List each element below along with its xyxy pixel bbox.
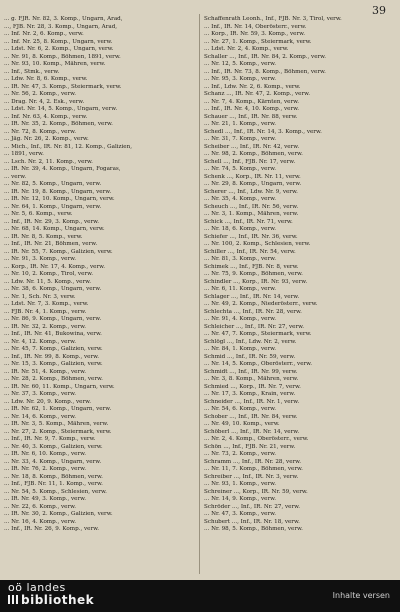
entry-line: Scherer ..., Inf., Ldw. Nr. 9, verw. xyxy=(204,188,298,195)
entry-line: ... Nr. 84, 1. Komp., verw. xyxy=(204,346,277,352)
entry-line: ... Ldst. Nr. 14, 5. Komp., Ungarn, verw. xyxy=(4,106,118,112)
entry-line: ... Nr. 93, 1. Komp., verw. xyxy=(204,481,277,487)
entry-line: ... Nr. 95, 3. Komp., verw. xyxy=(204,76,277,82)
entry-line: ... Inf., IR. Nr. 29, 3. Komp., verw. xyxy=(4,218,100,225)
entry-line: ... Nr. 100, 2. Komp., Schlesien, verw. xyxy=(204,241,311,247)
entry-line: ... Nr. 91, 4. Komp., verw. xyxy=(204,316,277,322)
entry-line: Schaffenrath Leonh., Inf., FJB. Nr. 3, Tirol, verw. xyxy=(204,16,342,22)
entry-line: ... IR. Nr. 49, 3. Komp., verw. xyxy=(4,496,87,502)
entry-line: Schreiber ..., Inf., IR. Nr. 3, verw. xyxy=(204,473,299,480)
entry-line: Schmidt ..., Inf., IR. Nr. 99, verw. xyxy=(204,368,298,375)
entry-line: ... 1891, verw. xyxy=(4,151,44,157)
entry-line: ... Nr. 68, 14. Komp., Ungarn, verw. xyxy=(4,226,105,232)
entry-line: ... Nr. 28, 2. Komp., Böhmen, verw. xyxy=(4,376,103,382)
entry-line: ... Nr. 35, 4. Komp., verw. xyxy=(204,196,277,202)
entry-line: ... Nr. 12, 5. Komp., verw. xyxy=(204,61,277,67)
entry-line: ... IR. Nr. 8, 5. Komp., verw. xyxy=(4,233,83,240)
entry-line: ... IR. Nr. 35, 2. Komp., Böhmen, verw. xyxy=(4,121,113,127)
entry-line: ... Inf., IR. Nr. 9, 7. Komp., verw. xyxy=(4,436,96,442)
entry-line: ... Inf., Ldw. Nr. 2, 6. Komp., verw. xyxy=(204,83,301,90)
entry-line: ... Nr. 11, 7. Komp., Böhmen, verw. xyxy=(204,466,303,472)
entry-line: ... Nr. 7, 4. Komp., Kärnten, verw. xyxy=(204,98,300,105)
entry-line: ... IR. Nr. 12, 10. Komp., Ungarn, verw. xyxy=(4,196,115,202)
entry-line: ... Nr. 40, 3. Komp., Galizien, verw. xyxy=(4,443,103,450)
entry-line: ... Nr. 86, 9. Komp., Ungarn, verw. xyxy=(4,316,102,322)
entry-line: ... Inf., IR. Nr. 73, 8. Komp., Böhmen, verw. xyxy=(204,68,326,75)
entry-line: ... Nr. 45, 7. Komp., Galizien, verw. xyxy=(4,346,103,352)
entry-line: ... Nr. 18, 8. Komp., Böhmen, verw. xyxy=(4,473,103,480)
entry-line: ... Nr. 33, 4. Komp., Ungarn, verw. xyxy=(4,458,102,465)
entry-line: ... Nr. 49, 10. Komp., verw. xyxy=(204,421,280,427)
entry-line: Schimek ..., Inf., FJB. Nr. 8, verw. xyxy=(204,263,299,270)
entry-line: ... Drag. Nr. 4, 2. Esk., verw. xyxy=(4,98,85,105)
entry-line: Schröder ..., Inf., IR. Nr. 27, verw. xyxy=(204,503,301,510)
entry-line: ... Nr. 56, 2. Komp., verw. xyxy=(4,91,77,97)
entry-line: ... Nr. 98, 5. Komp., Böhmen, verw. xyxy=(204,526,303,532)
entry-line: Schubert ..., Inf., IR. Nr. 18, verw. xyxy=(204,518,300,525)
entry-line: ... Jäg. Nr. 26, 2. Komp., verw. xyxy=(4,136,89,142)
entry-line: ... Inf. Nr. 25, 8. Komp., Ungarn, verw. xyxy=(4,38,113,45)
entry-line: ... Nr. 17, 3. Komp., Krain, verw. xyxy=(204,391,296,397)
entry-line: ... Nr. 93, 10. Komp., Mähren, verw. xyxy=(4,61,106,67)
entry-line: ... IR. Nr. 30, 2. Komp., Galizien, verw. xyxy=(4,511,113,517)
entry-line: ... Nr. 3, 8. Komp., Mähren, verw. xyxy=(204,376,299,382)
entry-line: ... Nr. 5, 6. Komp., verw. xyxy=(4,211,73,217)
entry-line: Schick ..., Inf., IR. Nr. 71, verw. xyxy=(204,218,293,225)
entry-line: ... verw. xyxy=(4,173,27,180)
entry-line: ... Nr. 37, 3. Komp., verw. xyxy=(4,391,77,397)
entry-line: Schön ..., Inf., FJB. Nr. 21, verw. xyxy=(204,443,296,450)
entry-line: Schmied ..., Korp., IR. Nr. 7, verw. xyxy=(204,383,301,390)
entry-line: ... Nr. 54, 6. Komp., verw. xyxy=(204,406,277,412)
entry-line: ..., FJB. Nr. 28, 3. Komp., Ungarn, Arad, xyxy=(4,23,118,30)
entry-line: Schleicher ..., Inf., IR. Nr. 27, verw. xyxy=(204,323,305,330)
right-text-column xyxy=(204,16,396,534)
entry-line: ... Ldw. Nr. 8, 6. Komp., verw. xyxy=(4,76,88,82)
entry-line: ... Nr. 38, 6. Komp., Ungarn, verw. xyxy=(4,286,102,292)
entry-line: ... Nr. 29, 8. Komp., Ungarn, verw. xyxy=(204,181,302,187)
entry-line: Schauer ..., Inf., IR. Nr. 88, verw. xyxy=(204,113,298,120)
entry-line: ... Nr. 14, 5. Komp., Oberösterr., verw. xyxy=(204,361,313,367)
entry-line: Scheuch ..., Inf., IR. Nr. 56, verw. xyxy=(204,203,299,210)
entry-line: Schedl ..., Inf., IR. Nr. 14, 3. Komp., verw. xyxy=(204,128,322,135)
column-divider xyxy=(199,14,200,574)
entry-line: Schlager ..., Inf., IR. Nr. 14, verw. xyxy=(204,293,300,300)
entry-line: ... Inf., IR. Nr. 41, Bukowina, verw. xyxy=(4,331,102,337)
entry-line: Schramm ..., Inf., IR. Nr. 28, verw. xyxy=(204,458,302,465)
entry-line: ... IR. Nr. 62, 1. Komp., Ungarn, verw. xyxy=(4,406,112,412)
entry-line: ... Inf., IR. Nr. 14, Oberösterr., verw. xyxy=(204,23,307,30)
entry-line: ... IR. Nr. 19, 8. Komp., Ungarn, verw. xyxy=(4,188,112,195)
entry-line: ... Inf., Stmk., verw. xyxy=(4,68,60,75)
entry-line: ... Nr. 16, 4. Komp., verw. xyxy=(4,518,77,525)
entry-line: ... Nr. 21, 1. Komp., verw. xyxy=(204,121,277,127)
entry-line: ... Nr. 27, 1. Komp., Steiermark, verw. xyxy=(204,38,312,45)
entry-line: ... IR. Nr. 32, 2. Komp., verw. xyxy=(4,323,87,330)
entry-line: Schlechta ..., Inf., IR. Nr. 28, verw. xyxy=(204,308,302,315)
entry-line: ... IR. Nr. 55, 7. Komp., Galizien, verw. xyxy=(4,248,113,255)
entry-line: ... Nr. 74, 5. Komp., verw. xyxy=(204,166,277,172)
entry-line: ... Korp., IR. Nr. 59, 3. Komp., verw. xyxy=(204,31,306,37)
entry-line: ... IR. Nr. 51, 4. Komp., verw. xyxy=(4,368,87,375)
entry-line: Schanz ..., IR. Nr. 47, 2. Komp., verw. xyxy=(204,91,311,97)
entry-line: Schell ..., Inf., FJB. Nr. 17, verw. xyxy=(204,158,296,165)
entry-line: Schlögl ..., Inf., Ldw. Nr. 2, verw. xyxy=(204,338,297,345)
logo-text-top: oö landes xyxy=(8,581,66,594)
entry-line: ... Nr. 6, 11. Komp., verw. xyxy=(204,286,277,292)
entry-line: ... IR. Nr. 39, 4. Komp., Ungarn, Fogaras, xyxy=(4,166,121,172)
entry-line: ... Nr. 4, 12. Komp., verw. xyxy=(4,338,77,345)
entry-line: ... Nr. 82, 5. Komp., Ungarn, verw. xyxy=(4,181,102,187)
left-text-column xyxy=(4,16,196,534)
entry-line: ... Ldw. Nr. 11, 5. Komp., verw. xyxy=(4,278,92,285)
entry-line: ... Nr. 49, 2. Komp., Niederösterr., verw. xyxy=(204,301,318,307)
entry-line: ... Ldw. Nr. 20, 9. Komp., verw. xyxy=(4,398,92,405)
entry-line: ... IR. Nr. 3, 5. Komp., Mähren, verw. xyxy=(4,421,109,427)
entry-line: ... Nr. 1, Sch. Nr. 3, verw. xyxy=(4,293,76,300)
entry-line: ... Nr. 15, 3. Komp., Galizien, verw. xyxy=(4,361,103,367)
entry-line: ... Korp., IR. Nr. 17, 4. Komp., verw. xyxy=(4,263,106,270)
entry-line: ... Nr. 91, 3. Komp., verw. xyxy=(4,256,77,262)
logo-text-bottom: bibliothek xyxy=(21,593,95,607)
entry-line: ... IR. Nr. 76, 2. Komp., verw. xyxy=(4,466,87,472)
page-number: 39 xyxy=(372,4,386,17)
entry-line: ... Nr. 22, 6. Komp., verw. xyxy=(4,503,77,510)
entry-line: ... Mich., Inf., IR. Nr. 81, 12. Komp., Galizien, xyxy=(4,143,132,150)
entry-line: ... Nr. 47, 3. Komp., verw. xyxy=(204,511,277,517)
entry-line: ... FJB. Nr. 4, 1. Komp., verw. xyxy=(4,308,87,315)
entry-line: Schenk ..., Korp., IR. Nr. 11, verw. xyxy=(204,173,301,180)
entry-line: ... Inf., IR. Nr. 4, 10. Komp., verw. xyxy=(204,106,300,112)
logo-bars-icon xyxy=(8,595,18,604)
entry-line: Schaller ..., Inf., IR. Nr. 84, 2. Komp., verw. xyxy=(204,53,327,60)
entry-line: ... Ldst. Nr. 6, 2. Komp., Ungarn, verw. xyxy=(4,46,114,52)
entry-line: ... Nr. 2, 4. Komp., Oberösterr., verw. xyxy=(204,436,309,442)
entry-line: Schöberl ..., Inf., IR. Nr. 14, verw. xyxy=(204,428,300,435)
entry-line: Schreiner ..., Korp., IR. Nr. 59, verw. xyxy=(204,488,308,495)
entry-line: ... Nr. 72, 8. Komp., verw. xyxy=(4,128,77,135)
entry-line: ... Nr. 73, 2. Komp., verw. xyxy=(204,451,277,457)
entry-line: ... Nr. 14, 9. Komp., verw. xyxy=(204,496,277,502)
library-footer-bar xyxy=(0,580,400,612)
entry-line: ... Nr. 10, 2. Komp., Tirol, verw. xyxy=(4,271,93,277)
footer-credit-text: Inhalte versen xyxy=(332,591,390,600)
entry-line: ... Nr. 64, 1. Komp., Ungarn, verw. xyxy=(4,203,102,210)
entry-line: Schmid ..., Inf., IR. Nr. 59, verw. xyxy=(204,353,296,360)
entry-line: ... Inf. Nr. 2, 6. Komp., verw. xyxy=(4,31,84,37)
entry-line: ... Inf., IR. Nr. 26, 9. Komp., verw. xyxy=(4,526,100,532)
entry-line: ... Lsch. Nr. 2, 11. Komp., verw. xyxy=(4,158,93,165)
entry-line: Schneider ..., Inf., IR. Nr. 1, verw. xyxy=(204,398,300,405)
entry-line: ... IR. Nr. 6, 10. Komp., verw. xyxy=(4,451,87,457)
entry-line: ... Nr. 27, 2. Komp., Steiermark, verw. xyxy=(4,428,112,435)
entry-line: ... Inf., FJB. Nr. 11, 1. Komp., verw. xyxy=(4,481,103,487)
entry-line: ... IR. Nr. 47, 3. Komp., Steiermark, verw. xyxy=(4,83,122,90)
entry-line: ... Inf. Nr. 63, 4. Komp., verw. xyxy=(4,113,88,120)
entry-line: ... Nr. 47, 7. Komp., Steiermark, verw. xyxy=(204,331,312,337)
entry-line: ... Nr. 3, 1. Komp., Mähren, verw. xyxy=(204,211,299,217)
entry-line: Schindler ..., Korp., IR. Nr. 93, verw. xyxy=(204,278,308,285)
entry-line: ... Nr. 75, 9. Komp., Böhmen, verw. xyxy=(204,271,303,277)
entry-line: ... Nr. 81, 3. Komp., verw. xyxy=(204,256,277,262)
library-logo xyxy=(8,582,94,606)
entry-line: ... Inf., IR. Nr. 99, 8. Komp., verw. xyxy=(4,353,100,360)
entry-line: ... Nr. 91, 8. Komp., Böhmen, 1891, verw. xyxy=(4,53,121,60)
entry-line: ... g. FJR. Nr. 82, 3. Komp., Ungarn, Arad, xyxy=(4,16,123,22)
entry-line: Schober ..., Inf., IR. Nr. 84, verw. xyxy=(204,413,298,420)
entry-line: ... Ldst. Nr. 2, 4. Komp., verw. xyxy=(204,46,289,52)
entry-line: ... Nr. 98, 2. Komp., Böhmen, verw. xyxy=(204,151,303,157)
entry-line: ... Ldst. Nr. 7, 3. Komp., verw. xyxy=(4,301,89,307)
entry-line: Scheiber ..., Inf., IR. Nr. 42, verw. xyxy=(204,143,300,150)
entry-line: ... Nr. 31, 7. Komp., verw. xyxy=(204,136,277,142)
entry-line: ... Nr. 18, 6. Komp., verw. xyxy=(204,226,277,232)
entry-line: ... Nr. 54, 5. Komp., Schlesien, verw. xyxy=(4,488,107,495)
entry-line: ... Nr. 14, 6. Komp., verw. xyxy=(4,413,77,420)
entry-line: Schiefer ..., Inf., IR. Nr. 36, verw. xyxy=(204,233,298,240)
entry-line: ... IR. Nr. 60, 11. Komp., Ungarn, verw. xyxy=(4,383,115,390)
entry-line: Schiller ..., Inf., IR. Nr. 54, verw. xyxy=(204,248,296,255)
entry-line: ... Inf., IR. Nr. 21, Böhmen, verw. xyxy=(4,241,98,247)
